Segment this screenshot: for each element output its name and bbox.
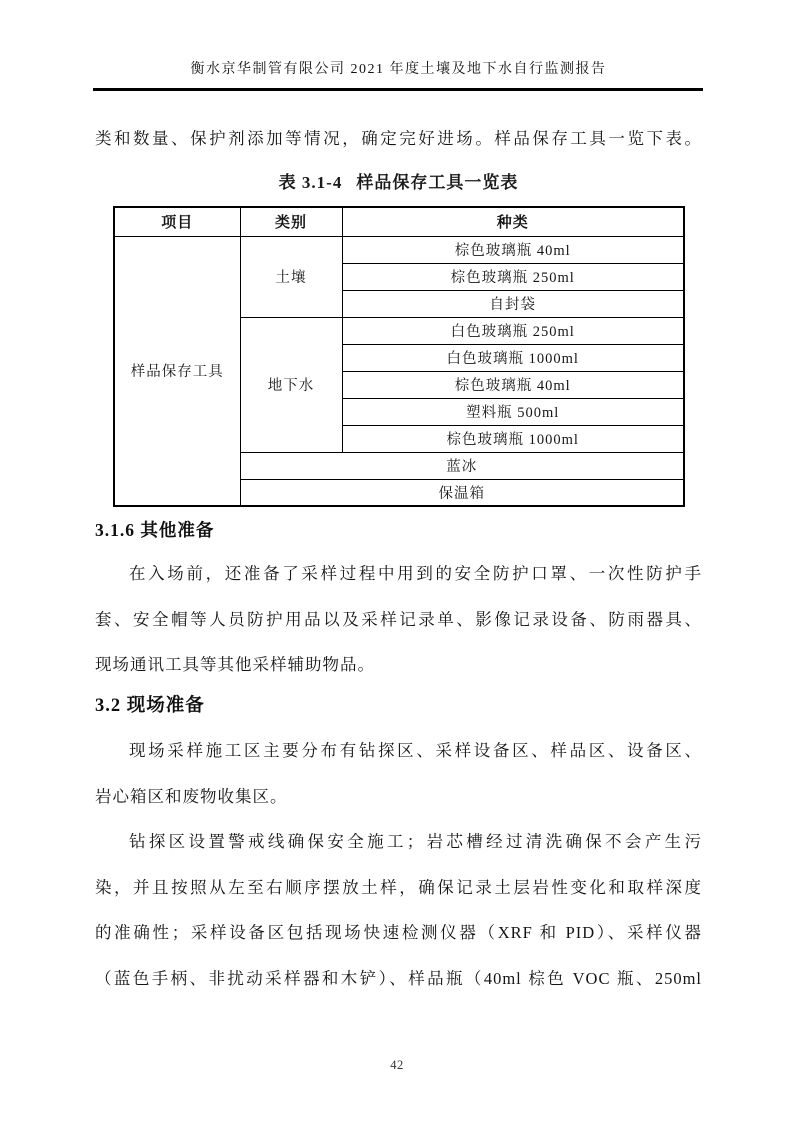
kind-cell: 自封袋 [342, 290, 684, 317]
text-line: 在入场前，还准备了采样过程中用到的安全防护口罩、一次性防护手 [129, 564, 702, 583]
paragraph-3-2-first [95, 728, 702, 819]
kind-cell: 棕色玻璃瓶 40ml [342, 236, 684, 263]
text-line: （蓝色手柄、非扰动采样器和木铲）、样品瓶（40ml 棕色 VOC 瓶、250ml [95, 968, 702, 988]
shared-cell-cooler-box: 保温箱 [240, 479, 684, 506]
section-heading-3-2: 3.2 现场准备 [95, 696, 205, 716]
table-caption [95, 170, 702, 196]
header-double-rule [93, 88, 703, 91]
category-cell-groundwater: 地下水 [240, 317, 342, 452]
kind-cell: 棕色玻璃瓶 250ml [342, 263, 684, 290]
text-line: 现场采样施工区主要分布有钻探区、采样设备区、样品区、设备区、 [129, 741, 702, 760]
text-line: 岩心箱区和废物收集区。 [95, 786, 288, 806]
kind-cell: 塑料瓶 500ml [342, 398, 684, 425]
text-line: 的准确性；采样设备区包括现场快速检测仪器（XRF 和 PID）、采样仪器 [95, 923, 702, 942]
col-header-project: 项目 [114, 207, 240, 236]
text-line: 套、安全帽等人员防护用品以及采样记录单、影像记录设备、防雨器具、 [95, 609, 702, 629]
text-line: 现场通讯工具等其他采样辅助物品。 [95, 655, 375, 674]
kind-cell: 棕色玻璃瓶 40ml [342, 371, 684, 398]
col-header-kind: 种类 [342, 207, 684, 236]
sample-tools-table [113, 206, 685, 507]
shared-cell-blue-ice: 蓝冰 [240, 452, 684, 479]
text-line: 染，并且按照从左至右顺序摆放土样，确保记录土层岩性变化和取样深度 [95, 877, 702, 897]
paragraph-3-2-second [95, 819, 702, 1001]
table-row [114, 236, 684, 263]
running-header: 衡水京华制管有限公司 2021 年度土壤及地下水自行监测报告 [190, 62, 607, 77]
sample-tools-table-wrapper [113, 206, 683, 507]
page-number: 42 [390, 1058, 404, 1072]
intro-paragraph: 类和数量、保护剂添加等情况，确定完好进场。样品保存工具一览下表。 [95, 129, 702, 148]
kind-cell: 白色玻璃瓶 250ml [342, 317, 684, 344]
section-heading-3-1-6: 3.1.6 其他准备 [95, 520, 215, 540]
text-line: 钻探区设置警戒线确保安全施工；岩芯槽经过清洗确保不会产生污 [129, 832, 702, 851]
table-header-row [114, 207, 684, 236]
category-cell-soil: 土壤 [240, 236, 342, 317]
table-caption-title: 样品保存工具一览表 [356, 173, 519, 192]
kind-cell: 棕色玻璃瓶 1000ml [342, 425, 684, 452]
project-cell: 样品保存工具 [114, 236, 240, 506]
paragraph-3-1-6 [95, 551, 702, 688]
col-header-category: 类别 [240, 207, 342, 236]
table-caption-label: 表 3.1-4 [278, 173, 343, 192]
kind-cell: 白色玻璃瓶 1000ml [342, 344, 684, 371]
